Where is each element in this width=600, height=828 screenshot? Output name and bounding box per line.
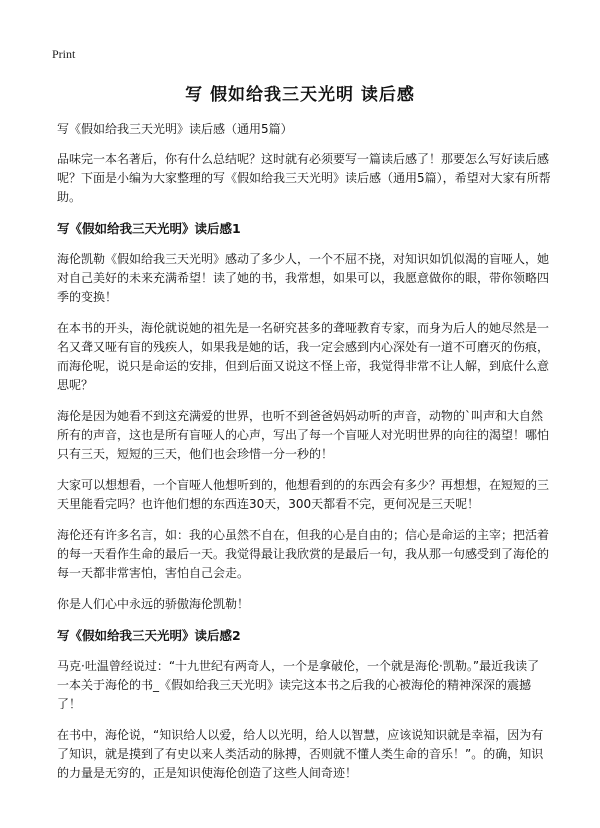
intro-paragraph: 品味完一本名著后，你有什么总结呢？这时就有必须要写一篇读后感了！那要怎么写好读后感呢？下面是小编为大家整理的写《假如给我三天光明》读后感（通用5篇），希望对大家有所帮助。 (57, 152, 551, 204)
section-heading-1: 写《假如给我三天光明》读后感1 (57, 221, 241, 236)
section-1-paragraph-6: 你是人们心中永远的骄傲海伦凯勒！ (57, 597, 250, 611)
section-1-paragraph-2: 在本书的开头，海伦就说她的祖先是一名研究甚多的聋哑教育专家，而身为后人的她尽然是一名又聋又哑有盲的残疾人，如果我是她的话，我一定会感到内心深处有一道不可磨灭的伤痕，而海伦呢，说只是命运的安排，但到后面又说这不怪上帝，我觉得非常不让人解，到底什么意思呢？ (57, 321, 550, 392)
section-1-paragraph-4: 大家可以想想看，一个盲哑人他想听到的，他想看到的的东西会有多少？再想想，在短短的三天里能看完吗？也许他们想的东西连30天，300天都看不完，更何况是三天呢！ (57, 478, 550, 511)
section-heading-2: 写《假如给我三天光明》读后感2 (57, 628, 241, 643)
page-title: 写 假如给我三天光明 读后感 (185, 85, 415, 105)
section-2-paragraph-1: 马克·吐温曾经说过：“十九世纪有两奇人，一个是拿破伦，一个就是海伦·凯勒。”最近我读了一本关于海伦的书_《假如给我三天光明》读完这本书之后我的心被海伦的精神深深的震撼了！ (57, 659, 540, 711)
section-1-paragraph-5: 海伦还有许多名言，如：我的心虽然不自在，但我的心是自由的；信心是命运的主宰；把活着的每一天看作生命的最后一天。我觉得最让我欣赏的是最后一句，我从那一句感受到了海伦的每一天都非常害怕，害怕自己会走。 (57, 528, 550, 580)
article-subtitle: 写《假如给我三天光明》读后感（通用5篇） (57, 122, 293, 136)
article-body (57, 120, 551, 795)
section-2-paragraph-2: 在书中，海伦说，“知识给人以爱，给人以光明，给人以智慧，应该说知识就是幸福，因为有了知识，就是摸到了有史以来人类活动的脉搏，否则就不懂人类生命的音乐！”。的确，知识的力量是无穷的，正是知识使海伦创造了这些人间奇迹！ (57, 728, 544, 780)
print-label[interactable]: Print (52, 47, 76, 61)
section-1-paragraph-3: 海伦是因为她看不到这充满爱的世界，也听不到爸爸妈妈动听的声音，动物的`叫声和大自然所有的声音，这也是所有盲哑人的心声，写出了每一个盲哑人对光明世界的向往的渴望！哪怕只有三天，短短的三天，他们也会珍惜一分一秒的！ (57, 409, 550, 461)
section-1-paragraph-1: 海伦凯勒《假如给我三天光明》感动了多少人，一个不屈不挠，对知识如饥似渴的盲哑人，她对自己美好的未来充满希望！读了她的书，我常想，如果可以，我愿意做你的眼，带你领略四季的变换！ (57, 252, 550, 304)
